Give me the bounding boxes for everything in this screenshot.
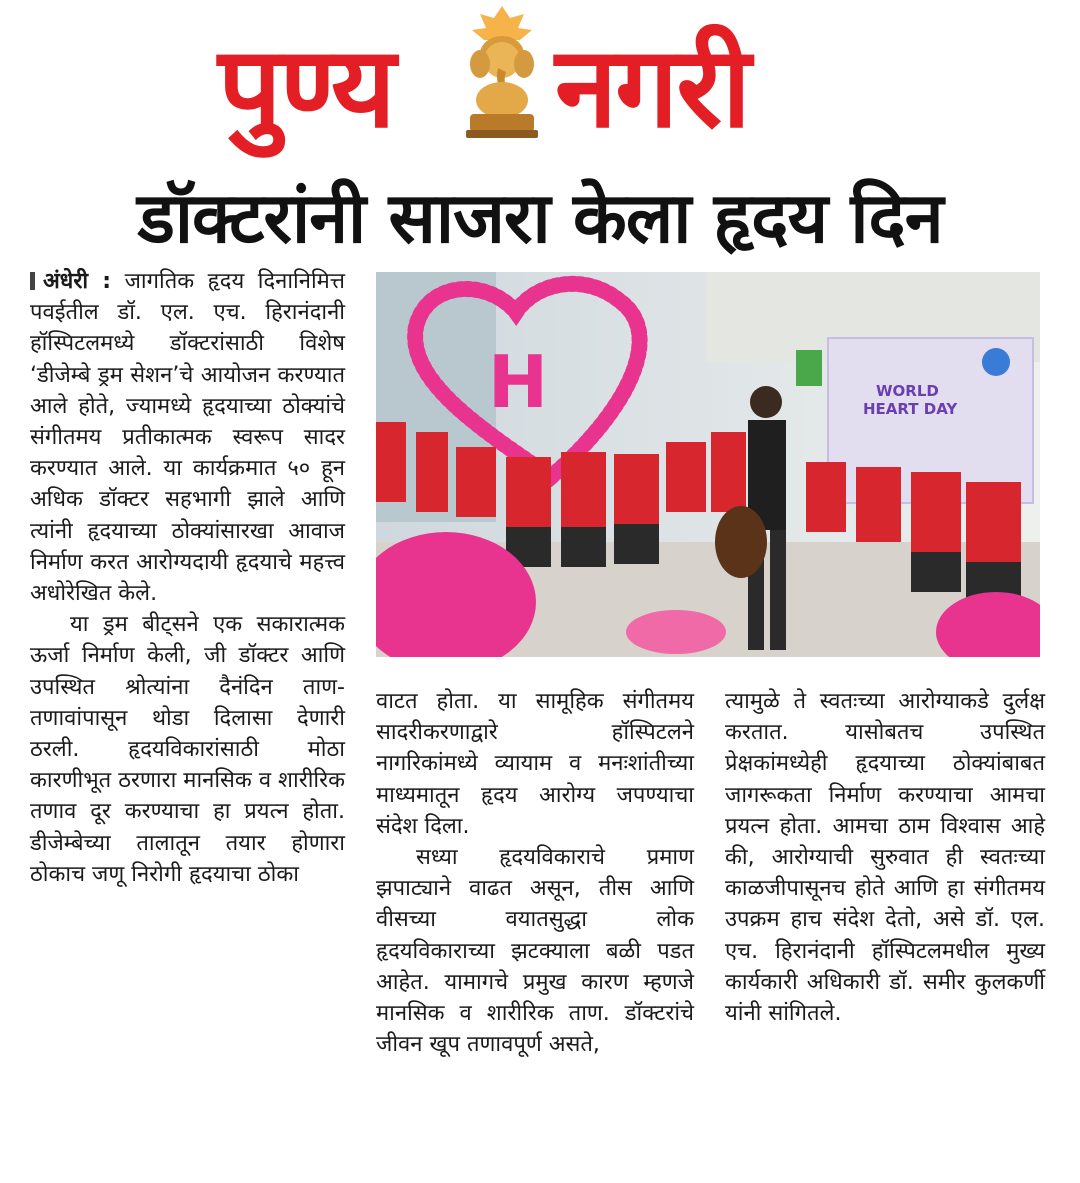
ganesha-idol-icon bbox=[452, 2, 552, 142]
banner-line-1: WORLD bbox=[876, 382, 939, 400]
event-photo bbox=[376, 272, 1040, 657]
balloon-letter: H bbox=[487, 340, 549, 424]
masthead bbox=[0, 0, 1080, 165]
masthead-left-word: पुण्य bbox=[218, 23, 394, 153]
paragraph-3-continued: त्यामुळे ते स्वतःच्या आरोग्याकडे दुर्लक्ष करतात. यासोबतच उपस्थित प्रेक्षकांमध्येही हृदयाच्या ठोक्यांबाबत जागरूकता निर्माण करण्याचा आमचा प्रयत्न होता. आमचा ठाम विश्वास आहे की, आरोग्याची सुरुवात ही स्वतःच्या काळजीपासूनच होते आणि हा संगीतमय उपक्रम हाच संदेश देतो, असे डॉ. एल. एच. हिरानंदानी हॉस्पिटलमधील मुख्य कार्यकारी अधिकारी डॉ. समीर कुलकर्णी यांनी सांगितले. bbox=[725, 689, 1045, 1027]
article-paragraph-2: या ड्रम बीट्सने एक सकारात्मक ऊर्जा निर्माण केली, जी डॉक्टर आणि उपस्थित श्रोत्यांना दैनंदिन ताण-तणावांपासून थोडा दिलासा देणारी ठरली. हृदयविकारांसाठी मोठा कारणीभूत ठरणारा मानसिक व शारीरिक तणाव दूर करण्याचा हा प्रयत्न होता. डीजेम्बेच्या तालातून तयार होणारा ठोकाच जणू निरोगी हृदयाचा ठोका bbox=[30, 612, 345, 887]
article-paragraph-3: सध्या हृदयविकाराचे प्रमाण झपाट्याने वाढत असून, तीस आणि वीसच्या वयातसुद्धा लोक हृदयविकाराच्या झटक्याला बळी पडत आहेत. यामागचे प्रमुख कारण म्हणजे मानसिक व शारीरिक ताण. डॉक्टरांचे जीवन खूप तणावपूर्ण असते, bbox=[376, 845, 694, 1058]
dateline: अंधेरी : bbox=[43, 269, 112, 294]
masthead-right-word: नगरी bbox=[555, 23, 750, 153]
headline: डॉक्टरांनी साजरा केला हृदय दिन bbox=[137, 177, 943, 259]
article-column-3 bbox=[725, 686, 1045, 1029]
article-column-2 bbox=[376, 686, 694, 1060]
dateline-bar bbox=[30, 272, 35, 290]
paragraph-2-continued: वाटत होता. या सामूहिक संगीतमय सादरीकरणाद्वारे हॉस्पिटलने नागरिकांमध्ये व्यायाम व मनःशांतीच्या माध्यमातून हृदय आरोग्य जपण्याचा संदेश दिला. bbox=[376, 689, 694, 839]
article-paragraph-1 bbox=[30, 266, 345, 609]
paragraph-1-text: जागतिक हृदय दिनानिमित्त पवईतील डॉ. एल. एच. हिरानंदानी हॉस्पिटलमध्ये डॉक्टरांसाठी विशेष ‘डीजेम्बे ड्रम सेशन’चे आयोजन करण्यात आले होते, ज्यामध्ये हृदयाच्या ठोक्यांचे संगीतमय प्रतीकात्मक स्वरूप सादर करण्यात आले. या कार्यक्रमात ५० हून अधिक डॉक्टर सहभागी झाले आणि त्यांनी हृदयाच्या ठोक्यांसारखा आवाज निर्माण करत आरोग्यदायी हृदयाचे महत्त्व अधोरेखित केले. bbox=[30, 269, 346, 607]
banner-line-2: HEART DAY bbox=[863, 400, 958, 418]
article-column-1 bbox=[30, 266, 345, 890]
